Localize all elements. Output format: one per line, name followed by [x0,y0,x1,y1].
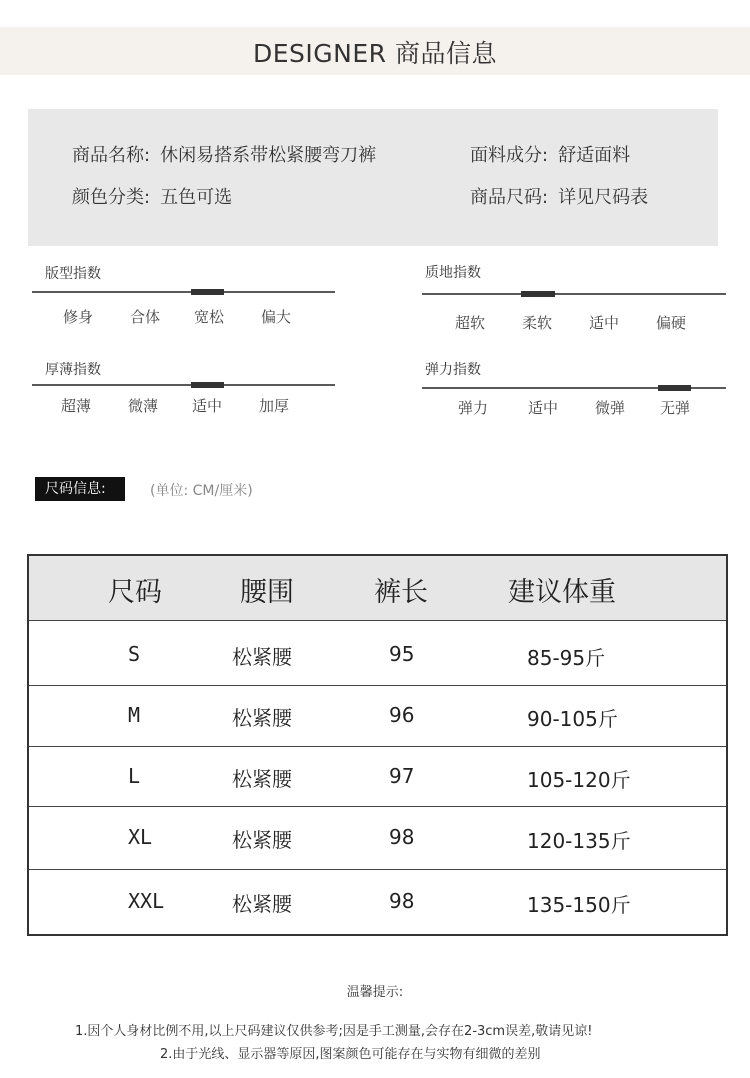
table-cell: 松紧腰 [232,706,292,730]
header-cell-length: 裤长 [374,577,428,608]
thickness-index-marker [191,382,224,388]
table-cell: 松紧腰 [232,767,292,791]
product-name-value: 休闲易搭系带松紧腰弯刀裤 [160,145,377,166]
fit-index-label: 宽松 [194,308,225,326]
fit-index-label: 偏大 [261,308,292,326]
thickness-index-label: 微薄 [128,397,159,415]
product-info-box [28,109,718,246]
header-cell-size: 尺码 [108,577,162,608]
table-cell: 90-105斤 [527,707,618,731]
texture-index-marker [521,291,555,297]
texture-index-label: 超软 [455,314,486,332]
elasticity-index-label: 弹力 [458,399,489,417]
thickness-index-label: 加厚 [259,397,290,415]
fit-index-label: 合体 [130,308,161,326]
fit-index-marker [191,289,224,295]
size-table [27,554,728,936]
header-cell-waist: 腰围 [240,577,294,608]
table-row [29,685,726,747]
fit-index-line [32,291,335,293]
table-cell: XL [128,825,153,849]
page-title: DESIGNER 商品信息 [253,39,497,68]
product-name-key: 商品名称: [72,145,151,166]
size-unit-note: (单位: CM/厘米) [150,483,253,499]
table-cell: 98 [389,825,415,849]
tips-title: 温馨提示: [346,985,404,1000]
table-cell: XXL [128,889,165,913]
thickness-index-line [32,384,335,386]
elasticity-index-label: 微弹 [595,399,626,417]
fit-index-title: 版型指数 [45,266,101,282]
table-cell: M [128,703,141,727]
color-key: 颜色分类: [72,187,151,208]
tips-line-2: 2.由于光线、显示器等原因,图案颜色可能存在与实物有细微的差别 [160,1047,541,1062]
tips-line-1: 1.因个人身材比例不用,以上尺码建议仅供参考;因是手工测量,会存在2-3cm误差,敬请见谅! [75,1024,593,1039]
table-row [29,806,726,870]
table-row [29,869,726,934]
elasticity-index-title: 弹力指数 [425,362,481,378]
color-value: 五色可选 [160,187,233,208]
table-row [29,746,726,807]
header-cell-weight: 建议体重 [508,577,616,608]
table-cell: S [128,642,141,666]
table-cell: L [128,764,141,788]
fabric-key: 面料成分: [470,145,549,166]
texture-index-label: 适中 [589,314,620,332]
thickness-index-label: 超薄 [61,397,92,415]
thickness-index-label: 适中 [192,397,223,415]
table-cell: 120-135斤 [527,829,631,853]
fit-index-label: 修身 [63,308,94,326]
fabric-value: 舒适面料 [558,145,631,166]
size-key: 商品尺码: [470,187,549,208]
table-cell: 96 [389,703,415,727]
table-cell: 松紧腰 [232,828,292,852]
color-info [72,183,232,209]
size-table-header [29,556,726,621]
elasticity-index-label: 无弹 [660,399,691,417]
size-value: 详见尺码表 [558,187,649,208]
texture-index-line [422,293,726,295]
table-cell: 松紧腰 [232,892,292,916]
table-cell: 95 [389,642,415,666]
size-info [470,183,648,209]
table-row [29,620,726,686]
elasticity-index-label: 适中 [528,399,559,417]
table-cell: 85-95斤 [527,646,606,670]
table-cell: 松紧腰 [232,645,292,669]
table-cell: 97 [389,764,415,788]
size-info-tag: 尺码信息: [35,477,125,501]
table-cell: 135-150斤 [527,893,631,917]
product-name [72,141,376,167]
elasticity-index-marker [658,385,691,391]
table-cell: 98 [389,889,415,913]
texture-index-label: 偏硬 [656,314,687,332]
thickness-index-title: 厚薄指数 [45,362,101,378]
fabric-info [470,141,630,167]
texture-index-label: 柔软 [522,314,553,332]
table-cell: 105-120斤 [527,768,631,792]
texture-index-title: 质地指数 [425,265,481,281]
